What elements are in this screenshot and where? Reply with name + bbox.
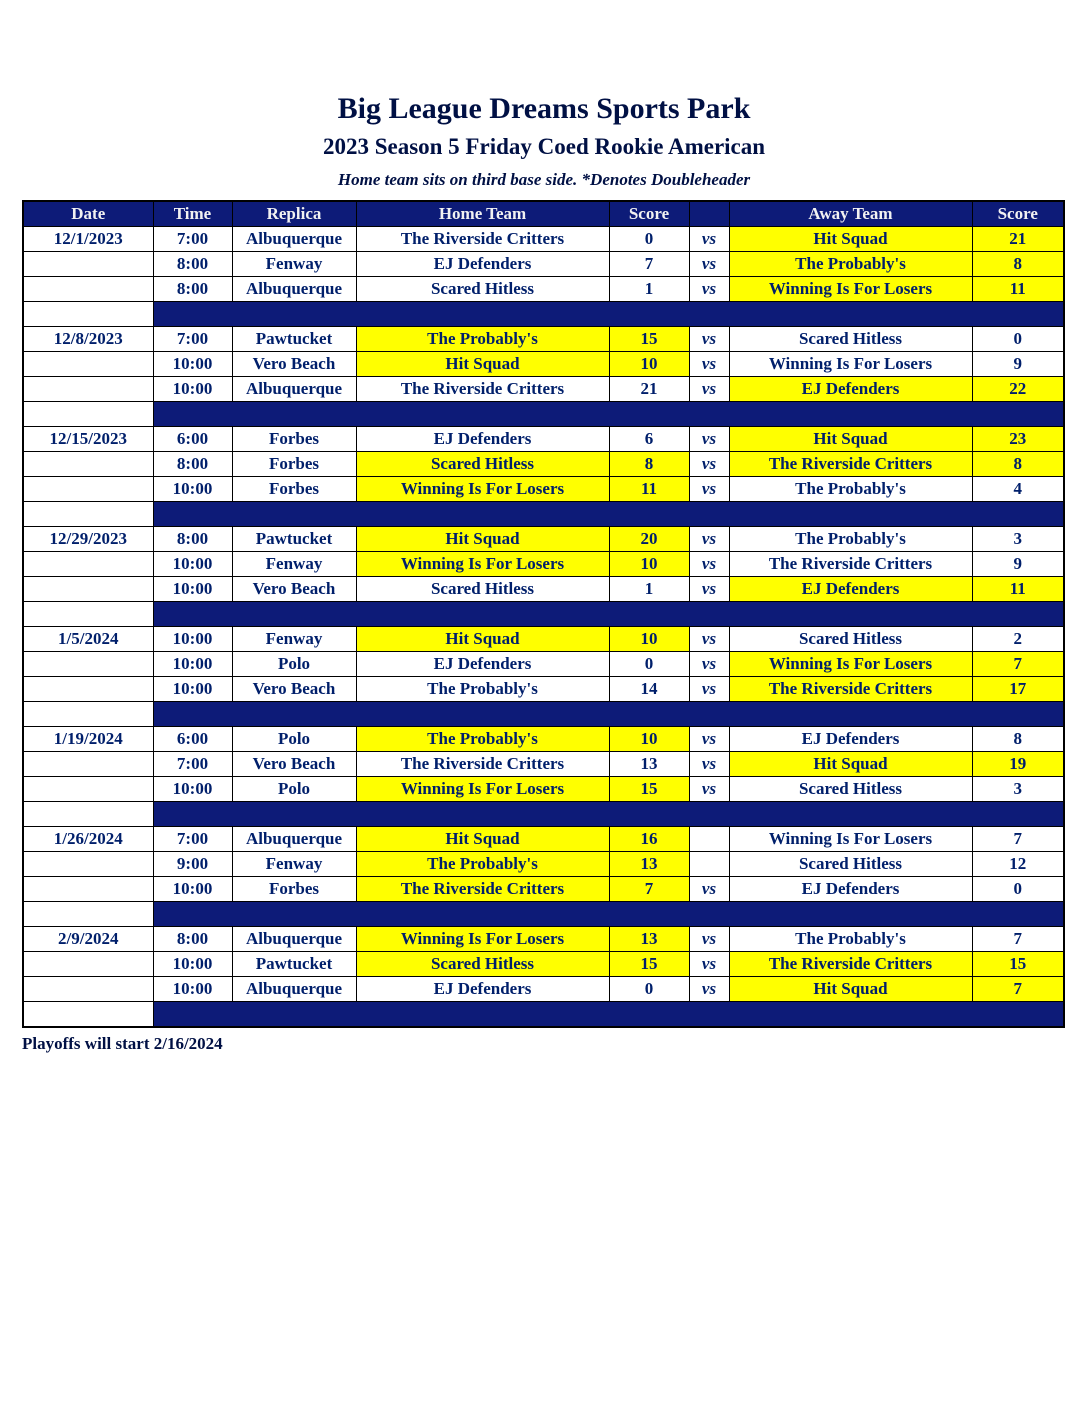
game-row xyxy=(23,827,1064,852)
game-date xyxy=(23,977,153,1002)
away-team: Hit Squad xyxy=(729,752,972,777)
game-date xyxy=(23,452,153,477)
vs-label: vs xyxy=(689,777,729,802)
away-team: Winning Is For Losers xyxy=(729,827,972,852)
game-replica: Vero Beach xyxy=(232,352,356,377)
away-score: 3 xyxy=(972,527,1064,552)
game-row xyxy=(23,577,1064,602)
home-score: 1 xyxy=(609,277,689,302)
game-replica: Pawtucket xyxy=(232,527,356,552)
separator-date-cell xyxy=(23,802,153,827)
game-replica: Albuquerque xyxy=(232,927,356,952)
game-row xyxy=(23,477,1064,502)
game-time: 10:00 xyxy=(153,627,232,652)
home-score: 7 xyxy=(609,252,689,277)
game-time: 10:00 xyxy=(153,652,232,677)
separator-date-cell xyxy=(23,902,153,927)
vs-label: vs xyxy=(689,227,729,252)
game-row xyxy=(23,227,1064,252)
vs-label: vs xyxy=(689,752,729,777)
vs-label: vs xyxy=(689,977,729,1002)
away-team: The Probably's xyxy=(729,927,972,952)
game-date xyxy=(23,277,153,302)
separator-row xyxy=(23,602,1064,627)
away-score: 11 xyxy=(972,277,1064,302)
away-score: 8 xyxy=(972,452,1064,477)
game-date xyxy=(23,952,153,977)
game-date: 1/26/2024 xyxy=(23,827,153,852)
game-row xyxy=(23,927,1064,952)
game-replica: Forbes xyxy=(232,477,356,502)
game-replica: Polo xyxy=(232,652,356,677)
game-time: 8:00 xyxy=(153,927,232,952)
home-score: 13 xyxy=(609,852,689,877)
away-score: 11 xyxy=(972,577,1064,602)
game-row xyxy=(23,677,1064,702)
vs-label xyxy=(689,827,729,852)
separator-row xyxy=(23,1002,1064,1028)
home-team: EJ Defenders xyxy=(356,252,609,277)
game-date xyxy=(23,652,153,677)
away-team: The Riverside Critters xyxy=(729,952,972,977)
home-score: 16 xyxy=(609,827,689,852)
game-row xyxy=(23,427,1064,452)
game-time: 10:00 xyxy=(153,352,232,377)
game-replica: Albuquerque xyxy=(232,277,356,302)
home-team: Hit Squad xyxy=(356,527,609,552)
game-date xyxy=(23,377,153,402)
home-team: The Riverside Critters xyxy=(356,752,609,777)
home-team: Winning Is For Losers xyxy=(356,552,609,577)
game-time: 10:00 xyxy=(153,877,232,902)
away-score: 2 xyxy=(972,627,1064,652)
game-replica: Polo xyxy=(232,727,356,752)
home-score: 13 xyxy=(609,752,689,777)
game-time: 10:00 xyxy=(153,777,232,802)
separator-date-cell xyxy=(23,302,153,327)
home-team: Winning Is For Losers xyxy=(356,477,609,502)
home-team: Winning Is For Losers xyxy=(356,927,609,952)
schedule-table xyxy=(22,200,1065,1028)
away-score: 4 xyxy=(972,477,1064,502)
vs-label: vs xyxy=(689,327,729,352)
separator-bar xyxy=(153,402,1064,427)
game-date: 2/9/2024 xyxy=(23,927,153,952)
game-replica: Forbes xyxy=(232,427,356,452)
game-date xyxy=(23,252,153,277)
home-score: 6 xyxy=(609,427,689,452)
vs-label: vs xyxy=(689,527,729,552)
home-team: The Riverside Critters xyxy=(356,877,609,902)
separator-date-cell xyxy=(23,402,153,427)
away-team: The Probably's xyxy=(729,252,972,277)
away-score: 17 xyxy=(972,677,1064,702)
game-row xyxy=(23,327,1064,352)
game-time: 10:00 xyxy=(153,977,232,1002)
game-replica: Fenway xyxy=(232,627,356,652)
game-replica: Fenway xyxy=(232,552,356,577)
home-team: EJ Defenders xyxy=(356,652,609,677)
home-team: EJ Defenders xyxy=(356,977,609,1002)
separator-row xyxy=(23,902,1064,927)
game-row xyxy=(23,452,1064,477)
away-score: 21 xyxy=(972,227,1064,252)
game-row xyxy=(23,777,1064,802)
home-team-note: Home team sits on third base side. *Denotes Doubleheader xyxy=(337,170,751,189)
game-row xyxy=(23,877,1064,902)
away-team: EJ Defenders xyxy=(729,377,972,402)
game-time: 8:00 xyxy=(153,252,232,277)
vs-label: vs xyxy=(689,377,729,402)
game-date xyxy=(23,477,153,502)
game-replica: Vero Beach xyxy=(232,752,356,777)
home-team: Scared Hitless xyxy=(356,577,609,602)
game-replica: Forbes xyxy=(232,452,356,477)
home-score: 21 xyxy=(609,377,689,402)
game-time: 10:00 xyxy=(153,477,232,502)
home-team: The Riverside Critters xyxy=(356,377,609,402)
away-team: Scared Hitless xyxy=(729,627,972,652)
game-time: 8:00 xyxy=(153,277,232,302)
table-header-row xyxy=(23,201,1064,227)
home-score: 0 xyxy=(609,977,689,1002)
home-score: 15 xyxy=(609,952,689,977)
away-team: Winning Is For Losers xyxy=(729,652,972,677)
game-time: 7:00 xyxy=(153,327,232,352)
away-score: 7 xyxy=(972,927,1064,952)
game-date xyxy=(23,877,153,902)
away-score: 23 xyxy=(972,427,1064,452)
home-team: Winning Is For Losers xyxy=(356,777,609,802)
game-replica: Vero Beach xyxy=(232,677,356,702)
separator-bar xyxy=(153,602,1064,627)
game-time: 10:00 xyxy=(153,952,232,977)
home-score: 20 xyxy=(609,527,689,552)
home-score: 15 xyxy=(609,327,689,352)
vs-label: vs xyxy=(689,727,729,752)
home-team: Scared Hitless xyxy=(356,952,609,977)
vs-label: vs xyxy=(689,627,729,652)
game-time: 10:00 xyxy=(153,677,232,702)
home-team: Hit Squad xyxy=(356,627,609,652)
away-score: 0 xyxy=(972,877,1064,902)
game-date xyxy=(23,577,153,602)
game-date: 12/8/2023 xyxy=(23,327,153,352)
game-row xyxy=(23,627,1064,652)
game-row xyxy=(23,277,1064,302)
away-team: Winning Is For Losers xyxy=(729,277,972,302)
home-team: Hit Squad xyxy=(356,827,609,852)
away-score: 12 xyxy=(972,852,1064,877)
game-date xyxy=(23,552,153,577)
home-score: 14 xyxy=(609,677,689,702)
away-score: 8 xyxy=(972,727,1064,752)
away-team: The Riverside Critters xyxy=(729,452,972,477)
column-header-home-team: Home Team xyxy=(356,201,609,227)
separator-row xyxy=(23,502,1064,527)
game-replica: Albuquerque xyxy=(232,827,356,852)
away-score: 9 xyxy=(972,552,1064,577)
game-row xyxy=(23,377,1064,402)
vs-label: vs xyxy=(689,477,729,502)
game-date: 1/19/2024 xyxy=(23,727,153,752)
game-date xyxy=(23,352,153,377)
game-row xyxy=(23,652,1064,677)
away-score: 3 xyxy=(972,777,1064,802)
away-team: EJ Defenders xyxy=(729,727,972,752)
separator-date-cell xyxy=(23,602,153,627)
away-score: 7 xyxy=(972,652,1064,677)
game-replica: Forbes xyxy=(232,877,356,902)
game-row xyxy=(23,252,1064,277)
game-row xyxy=(23,752,1064,777)
away-team: The Probably's xyxy=(729,527,972,552)
separator-date-cell xyxy=(23,702,153,727)
page-title: Big League Dreams Sports Park xyxy=(337,92,751,125)
game-time: 9:00 xyxy=(153,852,232,877)
separator-bar xyxy=(153,1002,1064,1028)
column-header-score: Score xyxy=(609,201,689,227)
column-header-away-team: Away Team xyxy=(729,201,972,227)
separator-date-cell xyxy=(23,502,153,527)
away-score: 15 xyxy=(972,952,1064,977)
game-replica: Polo xyxy=(232,777,356,802)
home-score: 1 xyxy=(609,577,689,602)
column-header-score: Score xyxy=(972,201,1064,227)
separator-bar xyxy=(153,802,1064,827)
game-replica: Fenway xyxy=(232,852,356,877)
home-team: The Probably's xyxy=(356,852,609,877)
game-replica: Albuquerque xyxy=(232,377,356,402)
game-row xyxy=(23,952,1064,977)
home-team: EJ Defenders xyxy=(356,427,609,452)
away-team: EJ Defenders xyxy=(729,877,972,902)
home-score: 13 xyxy=(609,927,689,952)
game-time: 10:00 xyxy=(153,577,232,602)
game-date xyxy=(23,677,153,702)
separator-bar xyxy=(153,902,1064,927)
home-team: The Probably's xyxy=(356,727,609,752)
vs-label: vs xyxy=(689,927,729,952)
game-row xyxy=(23,352,1064,377)
home-score: 7 xyxy=(609,877,689,902)
game-date: 12/15/2023 xyxy=(23,427,153,452)
away-score: 19 xyxy=(972,752,1064,777)
vs-label: vs xyxy=(689,952,729,977)
away-score: 8 xyxy=(972,252,1064,277)
separator-date-cell xyxy=(23,1002,153,1028)
game-date xyxy=(23,752,153,777)
game-time: 7:00 xyxy=(153,752,232,777)
game-replica: Vero Beach xyxy=(232,577,356,602)
home-team: Scared Hitless xyxy=(356,452,609,477)
game-date: 1/5/2024 xyxy=(23,627,153,652)
game-replica: Albuquerque xyxy=(232,227,356,252)
column-header-vs xyxy=(689,201,729,227)
home-score: 10 xyxy=(609,727,689,752)
separator-bar xyxy=(153,302,1064,327)
separator-row xyxy=(23,402,1064,427)
game-replica: Fenway xyxy=(232,252,356,277)
separator-row xyxy=(23,802,1064,827)
game-time: 7:00 xyxy=(153,827,232,852)
game-time: 6:00 xyxy=(153,727,232,752)
home-score: 15 xyxy=(609,777,689,802)
game-time: 8:00 xyxy=(153,452,232,477)
game-date xyxy=(23,852,153,877)
home-team: Hit Squad xyxy=(356,352,609,377)
vs-label: vs xyxy=(689,277,729,302)
away-team: Scared Hitless xyxy=(729,777,972,802)
game-row xyxy=(23,727,1064,752)
vs-label: vs xyxy=(689,352,729,377)
game-date xyxy=(23,777,153,802)
game-time: 7:00 xyxy=(153,227,232,252)
home-team: The Probably's xyxy=(356,327,609,352)
away-score: 0 xyxy=(972,327,1064,352)
home-score: 10 xyxy=(609,352,689,377)
separator-row xyxy=(23,702,1064,727)
vs-label: vs xyxy=(689,452,729,477)
home-score: 10 xyxy=(609,552,689,577)
game-replica: Albuquerque xyxy=(232,977,356,1002)
away-team: Scared Hitless xyxy=(729,852,972,877)
vs-label: vs xyxy=(689,877,729,902)
game-time: 10:00 xyxy=(153,377,232,402)
home-team: The Riverside Critters xyxy=(356,227,609,252)
vs-label: vs xyxy=(689,427,729,452)
away-team: The Riverside Critters xyxy=(729,552,972,577)
home-team: Scared Hitless xyxy=(356,277,609,302)
away-team: The Probably's xyxy=(729,477,972,502)
home-score: 8 xyxy=(609,452,689,477)
away-score: 22 xyxy=(972,377,1064,402)
game-time: 10:00 xyxy=(153,552,232,577)
column-header-time: Time xyxy=(153,201,232,227)
game-time: 6:00 xyxy=(153,427,232,452)
away-score: 7 xyxy=(972,977,1064,1002)
separator-row xyxy=(23,302,1064,327)
column-header-replica: Replica xyxy=(232,201,356,227)
game-row xyxy=(23,977,1064,1002)
vs-label: vs xyxy=(689,652,729,677)
playoffs-note: Playoffs will start 2/16/2024 xyxy=(22,1034,223,1053)
away-team: Hit Squad xyxy=(729,427,972,452)
home-score: 0 xyxy=(609,652,689,677)
separator-bar xyxy=(153,702,1064,727)
column-header-date: Date xyxy=(23,201,153,227)
away-score: 7 xyxy=(972,827,1064,852)
away-team: Winning Is For Losers xyxy=(729,352,972,377)
vs-label: vs xyxy=(689,577,729,602)
game-row xyxy=(23,552,1064,577)
game-replica: Pawtucket xyxy=(232,327,356,352)
separator-bar xyxy=(153,502,1064,527)
home-score: 10 xyxy=(609,627,689,652)
away-team: Hit Squad xyxy=(729,227,972,252)
game-replica: Pawtucket xyxy=(232,952,356,977)
away-team: Scared Hitless xyxy=(729,327,972,352)
game-date: 12/1/2023 xyxy=(23,227,153,252)
away-team: The Riverside Critters xyxy=(729,677,972,702)
home-score: 11 xyxy=(609,477,689,502)
vs-label: vs xyxy=(689,252,729,277)
game-date: 12/29/2023 xyxy=(23,527,153,552)
home-team: The Probably's xyxy=(356,677,609,702)
home-score: 0 xyxy=(609,227,689,252)
vs-label: vs xyxy=(689,677,729,702)
game-row xyxy=(23,852,1064,877)
away-team: Hit Squad xyxy=(729,977,972,1002)
away-score: 9 xyxy=(972,352,1064,377)
vs-label xyxy=(689,852,729,877)
game-time: 8:00 xyxy=(153,527,232,552)
game-row xyxy=(23,527,1064,552)
away-team: EJ Defenders xyxy=(729,577,972,602)
page-subtitle: 2023 Season 5 Friday Coed Rookie American xyxy=(322,134,766,159)
vs-label: vs xyxy=(689,552,729,577)
